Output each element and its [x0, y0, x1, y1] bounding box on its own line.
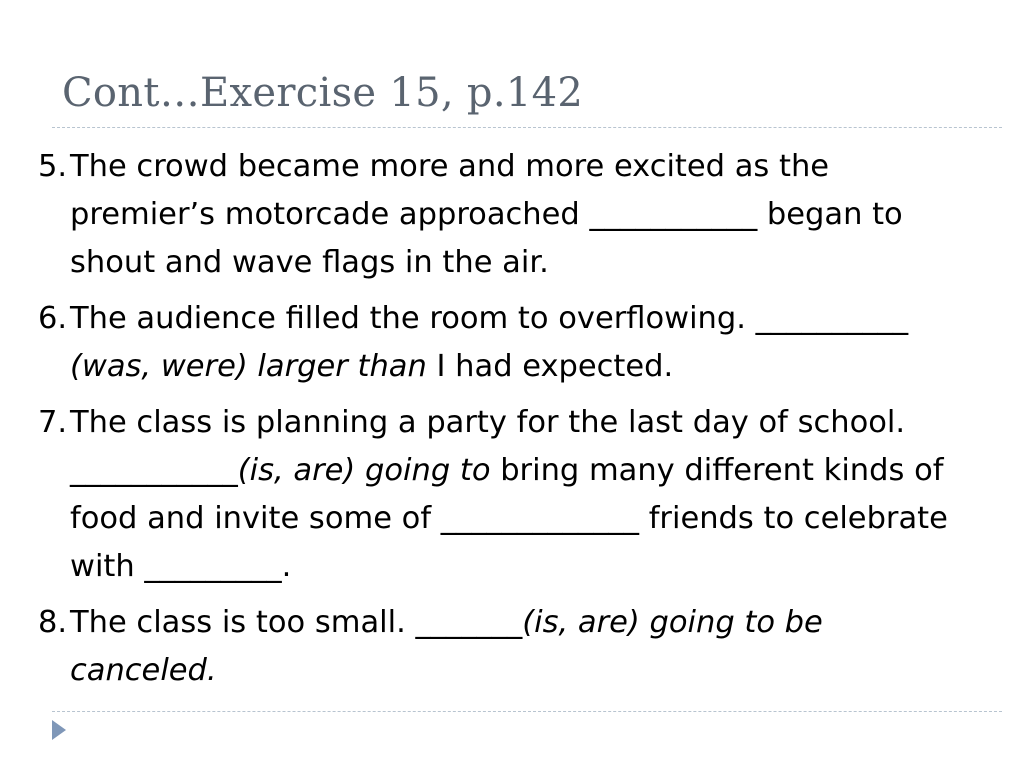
exercise-item-6	[38, 295, 973, 391]
item-number: 5.	[38, 149, 68, 184]
item-text: The audience filled the room to overflowing. __________	[70, 301, 909, 336]
title-divider	[52, 127, 1002, 128]
item-number: 7.	[38, 405, 68, 440]
item-text-end: bring many different kinds of food and invite some of _____________ friends to celebrate with _________.	[70, 453, 948, 584]
item-text-italic: (is, are) going to	[237, 453, 491, 488]
slide-title: Cont…Exercise 15, p.142	[62, 70, 584, 116]
item-number: 6.	[38, 301, 68, 336]
footer-divider	[52, 711, 1002, 712]
item-text: The class is too small. _______	[70, 605, 523, 640]
item-text: The crowd became more and more excited as the premier’s motorcade approached ___________ began to shout and wave flags in the air.	[70, 149, 903, 280]
exercise-item-8	[38, 599, 973, 695]
item-text-italic: (is, are) going to be canceled.	[70, 605, 823, 688]
triangle-right-icon[interactable]	[52, 720, 66, 740]
exercise-item-5	[38, 143, 973, 287]
exercise-list	[38, 143, 973, 703]
item-number: 8.	[38, 605, 68, 640]
exercise-item-7	[38, 399, 973, 591]
item-text-italic: (was, were) larger than	[70, 349, 427, 384]
item-text: The class is planning a party for the last day of school. ___________	[70, 405, 906, 488]
item-text-end: I had expected.	[426, 349, 674, 384]
